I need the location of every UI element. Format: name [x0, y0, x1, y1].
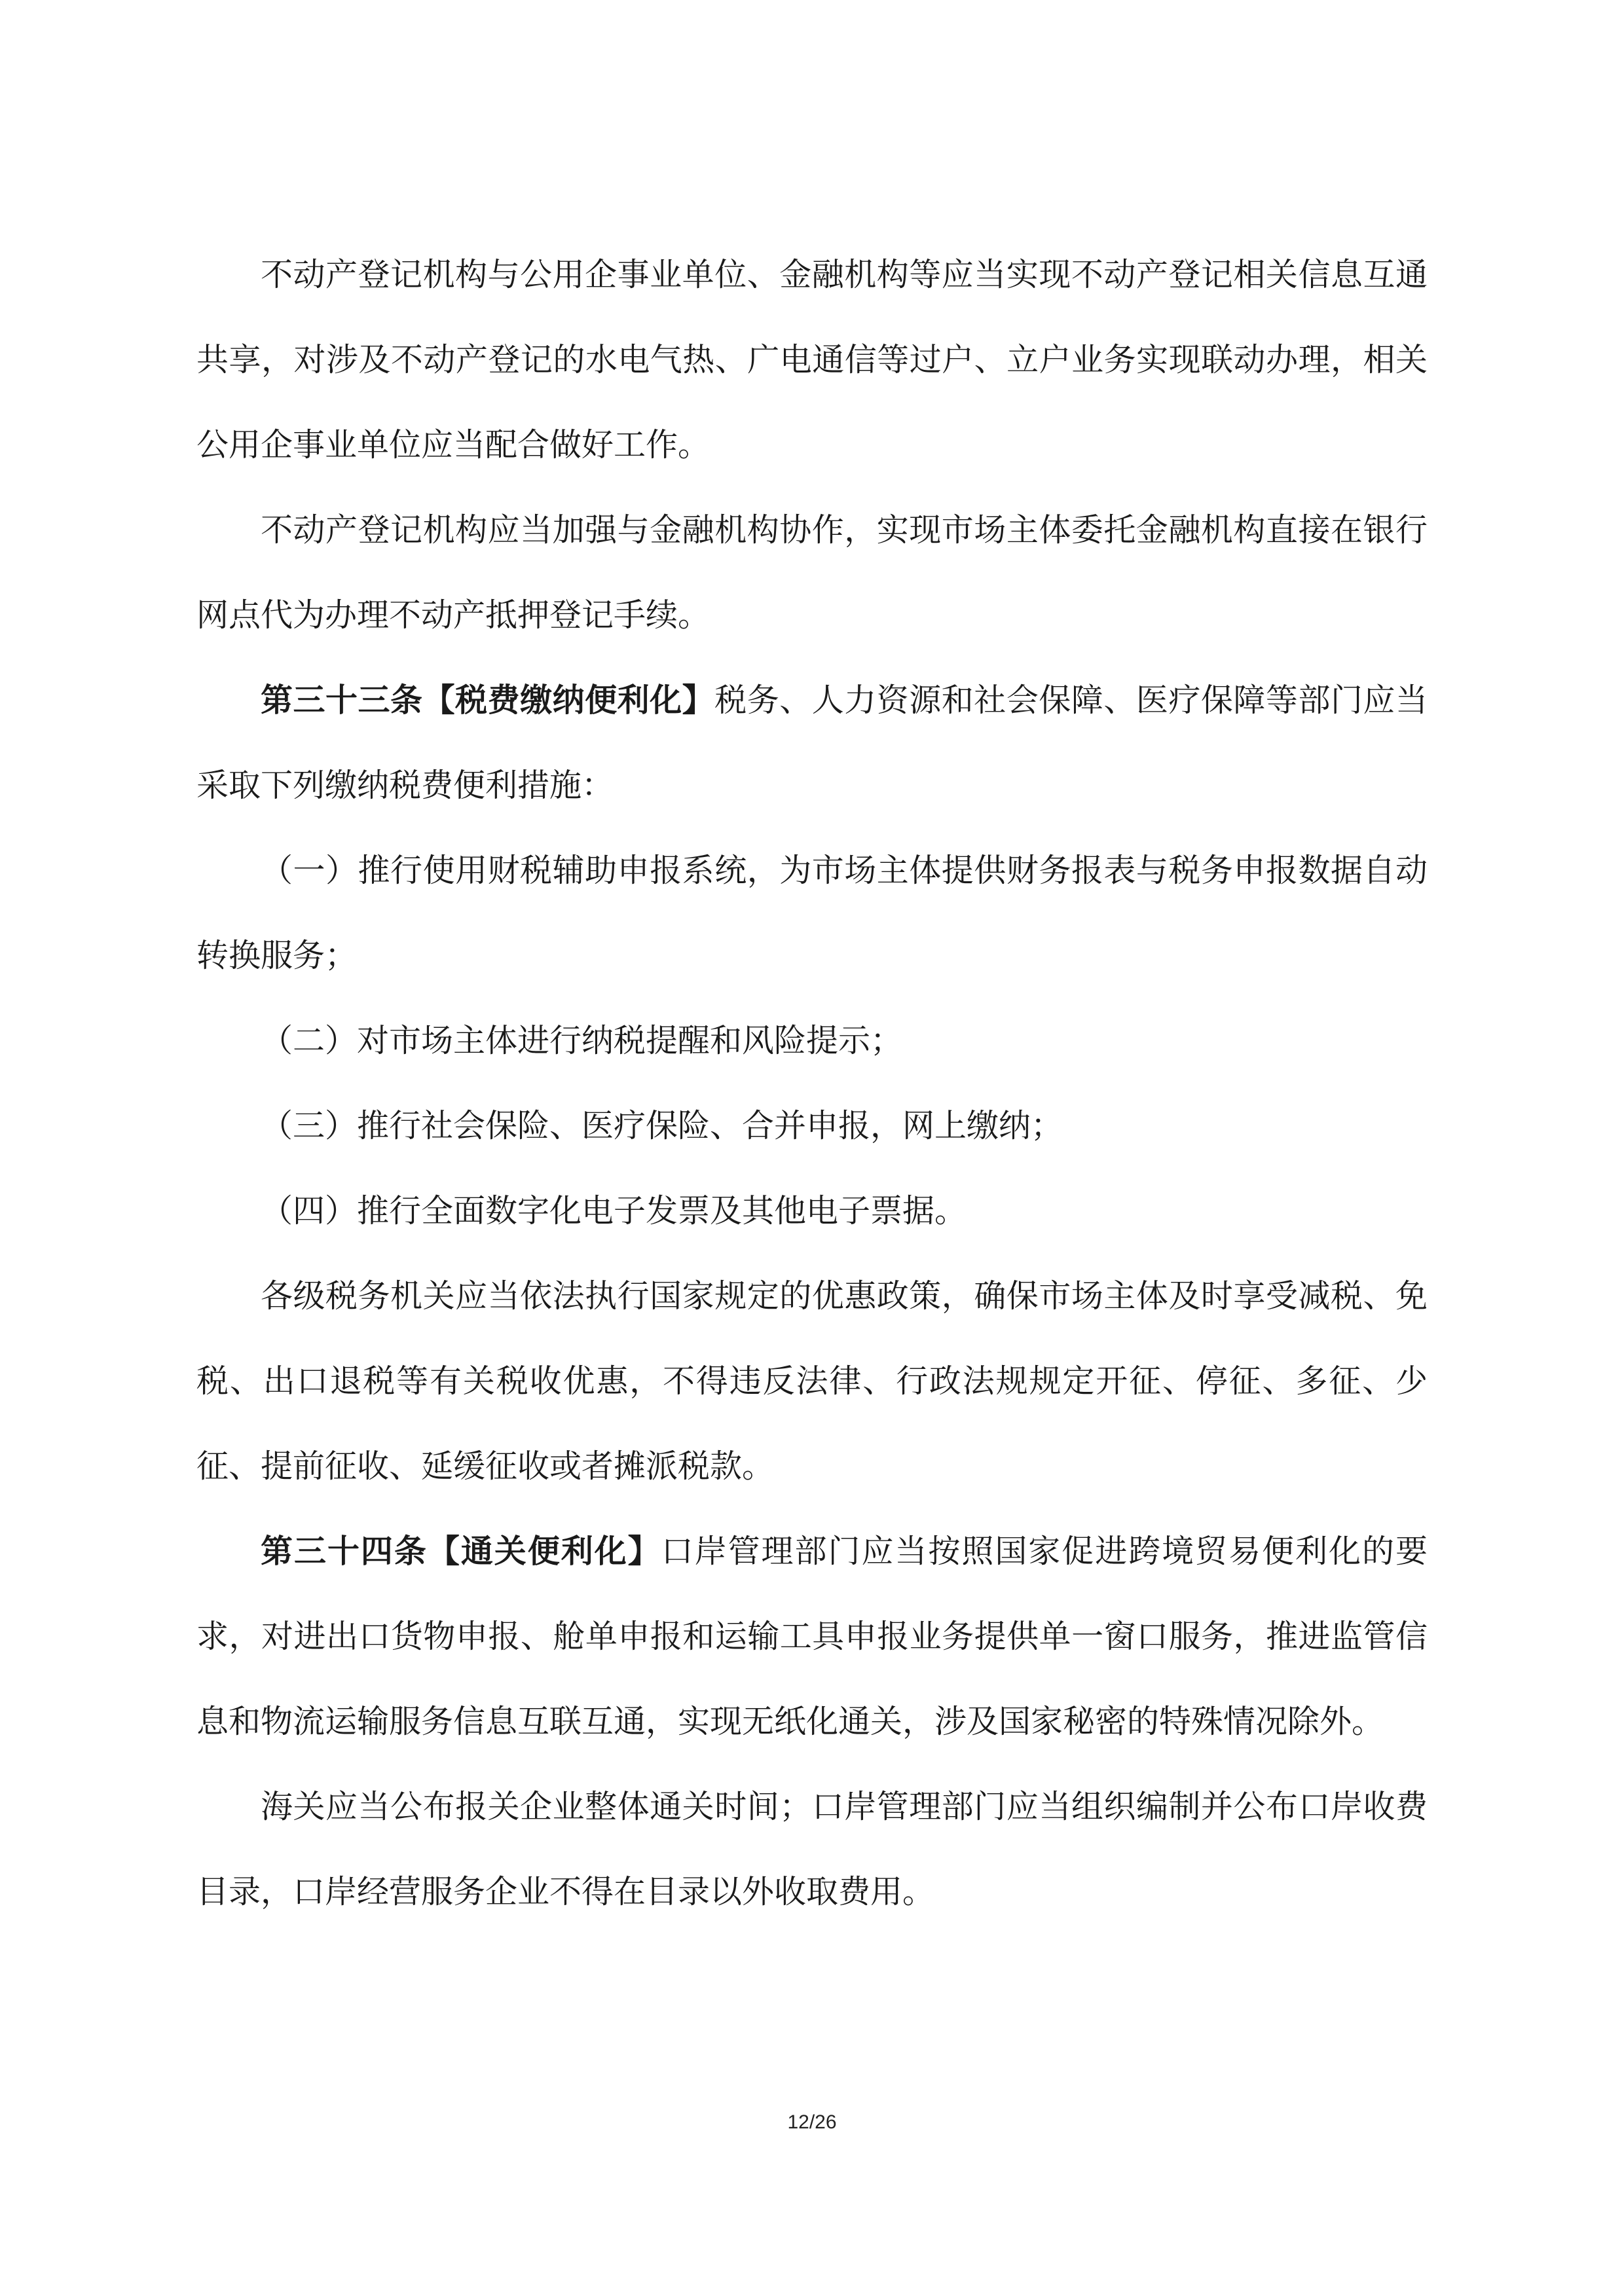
paragraph-text: 口岸管理部门应当按照国家促进跨境贸易便利化的要求，对进出口货物申报、舱单申报和运输工具申报业务提供单一窗口服务，推进监管信息和物流运输服务信息互联互通，实现无纸化通关，涉及国家秘密的特殊情况除外。 [196, 1533, 1428, 1740]
article-heading: 第三十三条【税费缴纳便利化】 [261, 682, 715, 719]
paragraph-tax-policy [196, 1254, 1428, 1509]
paragraph-customs [196, 1764, 1428, 1935]
article-heading: 第三十四条【通关便利化】 [261, 1533, 661, 1570]
document-body [196, 232, 1428, 1935]
paragraph-1 [196, 232, 1428, 488]
article-33 [196, 658, 1428, 828]
list-item-1 [196, 828, 1428, 998]
paragraph-text: （三）推行社会保险、医疗保险、合并申报，网上缴纳； [261, 1107, 1063, 1144]
paragraph-text: （四）推行全面数字化电子发票及其他电子票据。 [261, 1192, 967, 1230]
list-item-3 [196, 1084, 1428, 1169]
paragraph-text: 海关应当公布报关企业整体通关时间；口岸管理部门应当组织编制并公布口岸收费目录，口岸经营服务企业不得在目录以外收取费用。 [196, 1788, 1428, 1910]
paragraph-text: 不动产登记机构应当加强与金融机构协作，实现市场主体委托金融机构直接在银行网点代为办理不动产抵押登记手续。 [196, 511, 1428, 634]
paragraph-text: 不动产登记机构与公用企事业单位、金融机构等应当实现不动产登记相关信息互通共享，对涉及不动产登记的水电气热、广电通信等过户、立户业务实现联动办理，相关公用企事业单位应当配合做好工作。 [196, 256, 1428, 464]
list-item-4 [196, 1169, 1428, 1254]
article-34 [196, 1509, 1428, 1764]
page-number: 12/26 [787, 2111, 837, 2133]
paragraph-2 [196, 488, 1428, 658]
list-item-2 [196, 998, 1428, 1084]
paragraph-text: 各级税务机关应当依法执行国家规定的优惠政策，确保市场主体及时享受减税、免税、出口退税等有关税收优惠，不得违反法律、行政法规规定开征、停征、多征、少征、提前征收、延缓征收或者摊派税款。 [196, 1277, 1428, 1485]
paragraph-text: （一）推行使用财税辅助申报系统，为市场主体提供财务报表与税务申报数据自动转换服务； [196, 852, 1428, 974]
paragraph-text: 税务、人力资源和社会保障、医疗保障等部门应当采取下列缴纳税费便利措施： [196, 682, 1428, 804]
paragraph-text: （二）对市场主体进行纳税提醒和风险提示； [261, 1022, 903, 1059]
